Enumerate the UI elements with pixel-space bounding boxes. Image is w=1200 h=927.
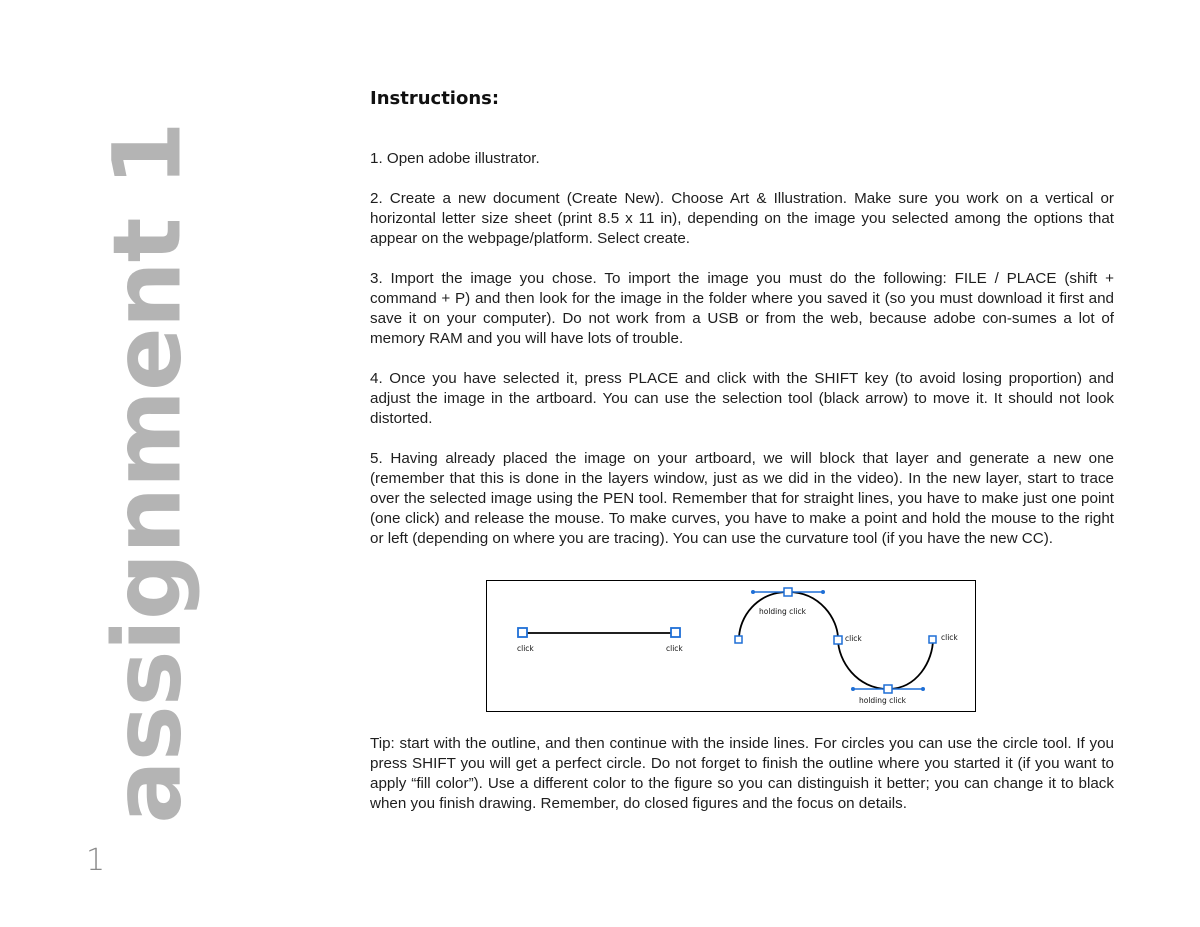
- page-number: 1: [86, 843, 106, 878]
- anchor-point-start: [518, 628, 527, 637]
- top-handle-dot-left: [751, 590, 755, 594]
- label-holding-click-top: holding click: [759, 607, 806, 616]
- anchor-point-middle: [834, 636, 842, 644]
- top-handle-dot-right: [821, 590, 825, 594]
- pen-tool-diagram: [486, 580, 976, 712]
- step-2: 2. Create a new document (Create New). Choose Art & Illustration. Make sure you work on a vertical or horizontal letter size sheet (print 8.5 x 11 in), depending on the image you selected among the options that appear on the webpage/platform. Select create.: [370, 190, 1114, 247]
- label-click-left: click: [517, 644, 534, 653]
- tip-paragraph: Tip: start with the outline, and then continue with the inside lines. For circles you can use the circle tool. If you press SHIFT you will get a perfect circle. Do not forget to finish the outline where you started it (if you want to apply “fill color”). Use a different color to the figure so you can distinguish it better; you can change it to black when you finish drawing. Remember, do closed figures and the focus on details.: [370, 735, 1114, 812]
- anchor-point-end: [671, 628, 680, 637]
- bottom-handle-dot-right: [921, 687, 925, 691]
- assignment-title: [94, 122, 204, 824]
- anchor-point-bottom: [884, 685, 892, 693]
- instructions-heading: Instructions:: [370, 88, 500, 109]
- step-1: 1. Open adobe illustrator.: [370, 150, 540, 167]
- step-5: 5. Having already placed the image on your artboard, we will block that layer and generate a new one (remember that this is done in the layers window, just as we did in the video). In the new layer, start to trace over the selected image using the PEN tool. Remember that for straight lines, you have to make just one point (one click) and release the mouse. To make curves, you have to make a point and hold the mouse to the right or left (depending on where you are tracing). You can use the curvature tool (if you have the new CC).: [370, 450, 1114, 547]
- pen-tool-diagram-svg: [487, 581, 975, 711]
- anchor-point-curve-start: [735, 636, 742, 643]
- anchor-point-curve-end: [929, 636, 936, 643]
- step-3: 3. Import the image you chose. To import the image you must do the following: FILE / PLACE (shift + command + P) and then look for the image in the folder where you saved it (so you must download it first and save it on your computer). Do not work from a USB or from the web, because adobe con-sumes a lot of memory RAM and you will have lots of trouble.: [370, 270, 1114, 347]
- label-click-end: click: [941, 633, 958, 642]
- label-click-right: click: [666, 644, 683, 653]
- anchor-point-top: [784, 588, 792, 596]
- step-4: 4. Once you have selected it, press PLACE and click with the SHIFT key (to avoid losing proportion) and adjust the image in the artboard. You can use the selection tool (black arrow) to move it. It should not look distorted.: [370, 370, 1114, 427]
- label-click-middle: click: [845, 634, 862, 643]
- assignment-title-text: assignment 1: [94, 122, 204, 824]
- instructions-section: [370, 88, 1114, 549]
- bottom-handle-dot-left: [851, 687, 855, 691]
- label-holding-click-bottom: holding click: [859, 696, 906, 705]
